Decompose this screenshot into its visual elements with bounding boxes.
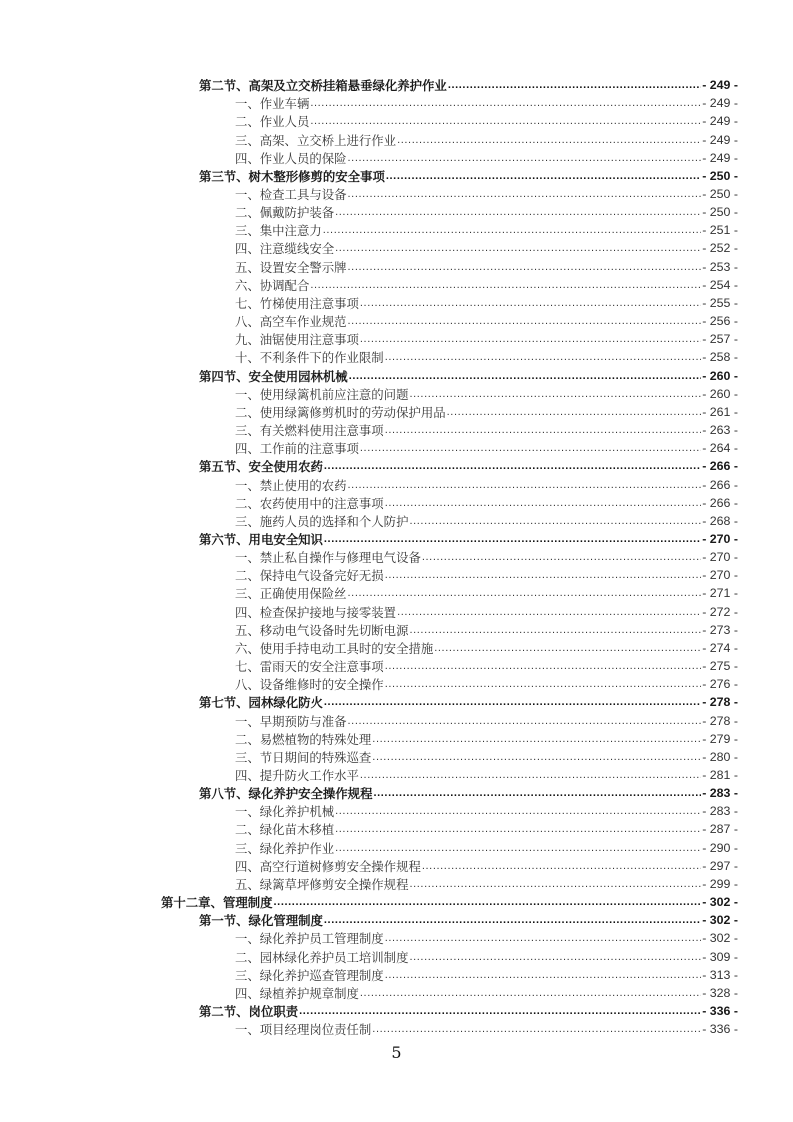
toc-entry-item[interactable]: [0, 294, 793, 312]
toc-entry-page: - 261 -: [702, 404, 738, 419]
toc-entry-page: - 273 -: [702, 622, 738, 637]
toc-entry-item[interactable]: [0, 475, 793, 493]
toc-entry-title: 五、绿篱草坪修剪安全操作规程: [235, 876, 409, 892]
toc-entry-item[interactable]: [0, 221, 793, 239]
toc-entry-page: - 276 -: [702, 677, 738, 692]
toc-entry-item[interactable]: [0, 258, 793, 276]
toc-entry-item[interactable]: [0, 730, 793, 748]
toc-entry-title: 四、注意缆线安全: [235, 241, 335, 257]
dot-leader: [335, 804, 701, 818]
dot-leader: [360, 441, 701, 455]
toc-entry-title: 第二节、岗位职责: [199, 1004, 299, 1020]
toc-entry-title: 第八节、绿化养护安全操作规程: [199, 786, 373, 802]
dot-leader: [385, 659, 702, 673]
toc-entry-item[interactable]: [0, 239, 793, 257]
dot-leader: [348, 187, 702, 201]
dot-leader: [310, 96, 701, 110]
dot-leader: [448, 78, 701, 92]
toc-entry-page: - 255 -: [702, 295, 738, 310]
toc-entry-item[interactable]: [0, 675, 793, 693]
toc-entry-section[interactable]: [0, 167, 793, 185]
toc-entry-title: 七、雷雨天的安全注意事项: [235, 659, 384, 675]
toc-entry-item[interactable]: [0, 185, 793, 203]
toc-entry-item[interactable]: [0, 857, 793, 875]
toc-entry-item[interactable]: [0, 1020, 793, 1038]
toc-entry-page: - 309 -: [702, 949, 738, 964]
dot-leader: [372, 1022, 701, 1036]
toc-entry-page: - 251 -: [702, 223, 738, 238]
toc-entry-item[interactable]: [0, 203, 793, 221]
dot-leader: [348, 478, 702, 492]
toc-entry-page: - 270 -: [702, 568, 738, 583]
toc-entry-page: - 263 -: [702, 423, 738, 438]
toc-entry-title: 第七节、园林绿化防火: [199, 695, 323, 711]
dot-leader: [434, 641, 701, 655]
dot-leader: [372, 732, 701, 746]
toc-entry-title: 二、绿化苗木移植: [235, 822, 335, 838]
toc-entry-page: - 302 -: [702, 913, 738, 928]
dot-leader: [360, 768, 701, 782]
toc-entry-item[interactable]: [0, 603, 793, 621]
dot-leader: [299, 1004, 701, 1018]
dot-leader: [409, 877, 701, 891]
toc-entry-item[interactable]: [0, 875, 793, 893]
dot-leader: [335, 822, 701, 836]
toc-entry-title: 四、工作前的注意事项: [235, 441, 359, 457]
toc-entry-page: - 249 -: [702, 150, 738, 165]
toc-entry-title: 五、移动电气设备时先切断电源: [235, 622, 409, 638]
toc-entry-title: 六、协调配合: [235, 277, 310, 293]
toc-entry-item[interactable]: [0, 330, 793, 348]
toc-entry-title: 一、绿化养护员工管理制度: [235, 931, 384, 947]
dot-leader: [348, 314, 702, 328]
toc-entry-title: 一、作业车辆: [235, 96, 310, 112]
toc-entry-item[interactable]: [0, 312, 793, 330]
toc-entry-page: - 260 -: [702, 386, 738, 401]
toc-entry-page: - 264 -: [702, 441, 738, 456]
toc-entry-item[interactable]: [0, 984, 793, 1002]
toc-entry-item[interactable]: [0, 621, 793, 639]
toc-entry-section[interactable]: [0, 76, 793, 94]
toc-entry-title: 八、高空车作业规范: [235, 314, 347, 330]
toc-entry-item[interactable]: [0, 802, 793, 820]
toc-entry-item[interactable]: [0, 820, 793, 838]
toc-entry-title: 第二节、高架及立交桥挂箱悬垂绿化养护作业: [199, 78, 447, 94]
toc-entry-title: 一、早期预防与准备: [235, 713, 347, 729]
toc-entry-page: - 297 -: [702, 858, 738, 873]
dot-leader: [385, 968, 702, 982]
toc-entry-section[interactable]: [0, 1002, 793, 1020]
dot-leader: [349, 369, 702, 383]
dot-leader: [360, 296, 701, 310]
toc-entry-page: - 253 -: [702, 259, 738, 274]
toc-entry-title: 二、园林绿化养护员工培训制度: [235, 949, 409, 965]
toc-entry-item[interactable]: [0, 748, 793, 766]
toc-entry-page: - 278 -: [702, 695, 738, 710]
toc-entry-item[interactable]: [0, 130, 793, 148]
toc-entry-title: 二、农药使用中的注意事项: [235, 495, 384, 511]
toc-entry-title: 四、检查保护接地与接零装置: [235, 604, 397, 620]
toc-entry-item[interactable]: [0, 421, 793, 439]
toc-entry-page: - 249 -: [702, 78, 738, 93]
dot-leader: [397, 605, 701, 619]
toc-entry-page: - 266 -: [702, 495, 738, 510]
table-of-contents: [0, 76, 793, 1038]
toc-entry-page: - 290 -: [702, 840, 738, 855]
toc-entry-title: 三、绿化养护巡查管理制度: [235, 967, 384, 983]
toc-entry-page: - 280 -: [702, 749, 738, 764]
toc-entry-title: 第三节、树木整形修剪的安全事项: [199, 168, 385, 184]
dot-leader: [385, 931, 702, 945]
dot-leader: [409, 514, 701, 528]
dot-leader: [386, 169, 701, 183]
toc-entry-title: 三、高架、立交桥上进行作业: [235, 132, 397, 148]
toc-entry-title: 二、保持电气设备完好无损: [235, 568, 384, 584]
toc-entry-page: - 313 -: [702, 967, 738, 982]
dot-leader: [385, 423, 702, 437]
toc-entry-item[interactable]: [0, 766, 793, 784]
toc-entry-page: - 249 -: [702, 114, 738, 129]
dot-leader: [324, 532, 701, 546]
toc-entry-title: 三、正确使用保险丝: [235, 586, 347, 602]
toc-entry-page: - 278 -: [702, 713, 738, 728]
dot-leader: [397, 133, 701, 147]
toc-entry-page: - 250 -: [702, 205, 738, 220]
toc-entry-page: - 336 -: [702, 1022, 738, 1037]
toc-entry-section[interactable]: [0, 367, 793, 385]
toc-entry-title: 七、竹梯使用注意事项: [235, 295, 359, 311]
toc-entry-page: - 283 -: [702, 804, 738, 819]
toc-entry-page: - 270 -: [702, 550, 738, 565]
toc-entry-item[interactable]: [0, 566, 793, 584]
toc-entry-title: 第五节、安全使用农药: [199, 459, 323, 475]
toc-entry-title: 二、作业人员: [235, 114, 310, 130]
dot-leader: [324, 913, 701, 927]
toc-entry-title: 一、禁止使用的农药: [235, 477, 347, 493]
toc-entry-title: 五、设置安全警示牌: [235, 259, 347, 275]
dot-leader: [385, 568, 702, 582]
toc-entry-item[interactable]: [0, 403, 793, 421]
dot-leader: [310, 114, 701, 128]
toc-entry-title: 二、使用绿篱修剪机时的劳动保护用品: [235, 404, 446, 420]
dot-leader: [348, 260, 702, 274]
dot-leader: [385, 350, 702, 364]
toc-entry-page: - 283 -: [702, 786, 738, 801]
toc-entry-page: - 257 -: [702, 332, 738, 347]
toc-entry-title: 二、佩戴防护装备: [235, 205, 335, 221]
dot-leader: [422, 859, 701, 873]
dot-leader: [348, 714, 702, 728]
toc-entry-item[interactable]: [0, 494, 793, 512]
toc-entry-title: 四、作业人员的保险: [235, 150, 347, 166]
dot-leader: [372, 750, 701, 764]
page-number: 5: [391, 1043, 402, 1062]
toc-entry-item[interactable]: [0, 839, 793, 857]
toc-entry-page: - 266 -: [702, 459, 738, 474]
dot-leader: [274, 895, 702, 909]
dot-leader: [409, 950, 701, 964]
toc-entry-item[interactable]: [0, 112, 793, 130]
toc-entry-item[interactable]: [0, 966, 793, 984]
toc-entry-title: 九、油锯使用注意事项: [235, 332, 359, 348]
toc-entry-page: - 254 -: [702, 277, 738, 292]
dot-leader: [409, 623, 701, 637]
toc-entry-title: 第六节、用电安全知识: [199, 531, 323, 547]
toc-entry-page: - 249 -: [702, 96, 738, 111]
toc-entry-page: - 272 -: [702, 604, 738, 619]
toc-entry-page: - 268 -: [702, 513, 738, 528]
dot-leader: [335, 841, 701, 855]
toc-entry-page: - 270 -: [702, 531, 738, 546]
toc-entry-title: 一、检查工具与设备: [235, 187, 347, 203]
toc-entry-page: - 266 -: [702, 477, 738, 492]
toc-entry-item[interactable]: [0, 348, 793, 366]
dot-leader: [335, 205, 701, 219]
toc-entry-page: - 250 -: [702, 168, 738, 183]
toc-entry-title: 三、有关燃料使用注意事项: [235, 423, 384, 439]
toc-entry-section[interactable]: [0, 911, 793, 929]
toc-entry-item[interactable]: [0, 94, 793, 112]
dot-leader: [360, 332, 701, 346]
toc-entry-title: 三、施药人员的选择和个人防护: [235, 513, 409, 529]
toc-entry-page: - 328 -: [702, 985, 738, 1000]
toc-entry-title: 四、高空行道树修剪安全操作规程: [235, 858, 421, 874]
toc-entry-item[interactable]: [0, 639, 793, 657]
toc-entry-section[interactable]: [0, 530, 793, 548]
toc-entry-title: 二、易燃植物的特殊处理: [235, 731, 372, 747]
toc-entry-title: 十、不利条件下的作业限制: [235, 350, 384, 366]
dot-leader: [373, 786, 701, 800]
toc-entry-page: - 258 -: [702, 350, 738, 365]
toc-entry-item[interactable]: [0, 385, 793, 403]
toc-entry-page: - 271 -: [702, 586, 738, 601]
toc-entry-item[interactable]: [0, 276, 793, 294]
toc-entry-title: 六、使用手持电动工具时的安全措施: [235, 640, 434, 656]
dot-leader: [409, 387, 701, 401]
toc-entry-item[interactable]: [0, 548, 793, 566]
toc-entry-item[interactable]: [0, 711, 793, 729]
toc-entry-item[interactable]: [0, 948, 793, 966]
dot-leader: [323, 223, 701, 237]
dot-leader: [385, 677, 702, 691]
toc-entry-title: 八、设备维修时的安全操作: [235, 677, 384, 693]
toc-entry-section[interactable]: [0, 784, 793, 802]
toc-entry-item[interactable]: [0, 929, 793, 947]
dot-leader: [310, 278, 701, 292]
toc-entry-title: 三、节日期间的特殊巡查: [235, 749, 372, 765]
toc-entry-page: - 279 -: [702, 731, 738, 746]
toc-entry-title: 一、使用绿篱机前应注意的问题: [235, 386, 409, 402]
toc-entry-title: 四、绿植养护规章制度: [235, 985, 359, 1001]
toc-entry-page: - 302 -: [702, 895, 738, 910]
dot-leader: [348, 586, 702, 600]
toc-entry-title: 四、提升防火工作水平: [235, 768, 359, 784]
dot-leader: [447, 405, 702, 419]
toc-entry-item[interactable]: [0, 657, 793, 675]
dot-leader: [324, 695, 701, 709]
toc-entry-page: - 256 -: [702, 314, 738, 329]
toc-entry-item[interactable]: [0, 439, 793, 457]
toc-entry-page: - 275 -: [702, 659, 738, 674]
dot-leader: [422, 550, 701, 564]
toc-entry-title: 一、绿化养护机械: [235, 804, 335, 820]
toc-entry-section[interactable]: [0, 457, 793, 475]
toc-entry-page: - 260 -: [702, 368, 738, 383]
toc-entry-item[interactable]: [0, 149, 793, 167]
toc-entry-page: - 281 -: [702, 768, 738, 783]
toc-entry-page: - 250 -: [702, 187, 738, 202]
dot-leader: [348, 151, 702, 165]
toc-entry-title: 一、项目经理岗位责任制: [235, 1022, 372, 1038]
toc-entry-section[interactable]: [0, 693, 793, 711]
dot-leader: [385, 496, 702, 510]
toc-entry-chapter[interactable]: [0, 893, 793, 911]
toc-entry-title: 第十二章、管理制度: [161, 895, 273, 911]
toc-entry-page: - 274 -: [702, 640, 738, 655]
toc-entry-title: 一、禁止私自操作与修理电气设备: [235, 550, 421, 566]
toc-entry-title: 第一节、绿化管理制度: [199, 913, 323, 929]
toc-entry-title: 三、绿化养护作业: [235, 840, 335, 856]
toc-entry-title: 三、集中注意力: [235, 223, 322, 239]
dot-leader: [360, 986, 701, 1000]
toc-entry-title: 第四节、安全使用园林机械: [199, 368, 348, 384]
dot-leader: [324, 459, 701, 473]
toc-entry-page: - 287 -: [702, 822, 738, 837]
toc-entry-page: - 249 -: [702, 132, 738, 147]
dot-leader: [335, 241, 701, 255]
toc-entry-item[interactable]: [0, 584, 793, 602]
toc-entry-page: - 302 -: [702, 931, 738, 946]
toc-entry-page: - 299 -: [702, 876, 738, 891]
toc-entry-page: - 252 -: [702, 241, 738, 256]
toc-entry-page: - 336 -: [702, 1004, 738, 1019]
toc-entry-item[interactable]: [0, 512, 793, 530]
